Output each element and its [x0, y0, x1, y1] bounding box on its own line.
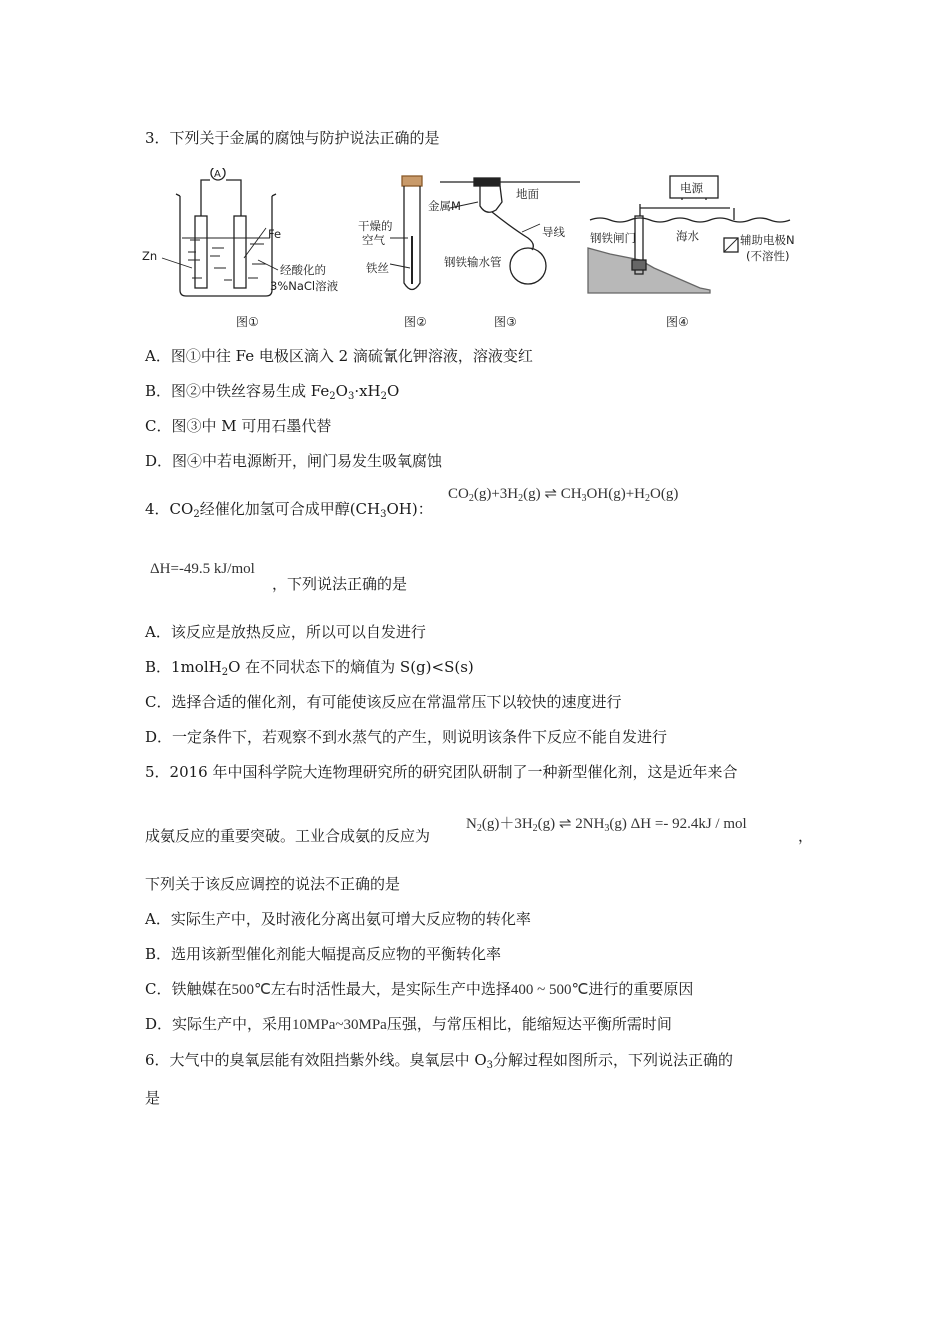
q5-comma: ，	[798, 827, 814, 845]
q5-stem-3: 下列关于该反应调控的说法不正确的是	[145, 875, 401, 893]
fig1-caption: 图①	[236, 315, 259, 329]
q5-equation: $N_2(g)+3H_2(g)$ ⇌ $2NH_3(g) \Delta H =- 92.4kJ$ / mol	[466, 816, 747, 834]
fig3-caption: 图③	[494, 315, 517, 329]
q4-enthalpy: ΔH=-49.5 kJ/mol	[150, 561, 255, 577]
fig4-caption: 图④	[666, 315, 689, 329]
q4-option-d: D．一定条件下，若观察不到水蒸气的产生，则说明该条件下反应不能自发进行	[145, 728, 668, 746]
q5-option-a: A．实际生产中，及时液化分离出氨可增大反应物的转化率	[145, 910, 531, 928]
q5-option-b: B．选用该新型催化剂能大幅提高反应物的平衡转化率	[145, 945, 502, 963]
fig2-test-tube	[390, 176, 422, 290]
zn-label: Zn	[142, 249, 158, 263]
ground-label: 地面	[516, 187, 539, 201]
solution-label-1: 经酸化的	[280, 263, 326, 277]
q6-stem-1: 6．大气中的臭氧层能有效阻挡紫外线。臭氧层中 $O_3$分解过程如图所示，下列说法正确的	[145, 1051, 734, 1071]
iron-wire-label: 铁丝	[366, 261, 389, 275]
q5-option-d: D．实际生产中，采用10MPa~30MPa压强，与常压相比，能缩短达平衡所需时间	[145, 1015, 672, 1033]
fig1-beaker	[162, 168, 278, 296]
seawater-label: 海水	[676, 229, 699, 243]
q5-option-c: C．铁触媒在500℃左右时活性最大，是实际生产中选择400 ~ 500℃进行的重要原因	[145, 980, 694, 998]
q4-option-c: C．选择合适的催化剂，有可能使该反应在常温常压下以较快的速度进行	[145, 693, 622, 711]
q4-equation: $CO_2(g)+3H_2(g)$ ⇌ $CH_3OH(g)+H_2O(g)$	[448, 486, 679, 504]
corrosion-figures	[140, 168, 810, 333]
q4-stem: 4．$CO_2$经催化加氢可合成甲醇$(CH_3OH)$：	[145, 500, 433, 520]
q6-stem-2: 是	[145, 1089, 161, 1107]
metal-m-label: 金属M	[428, 199, 461, 213]
q4-option-b: B．1molH$_2$O 在不同状态下的熵值为 S(g)<S(s)	[145, 658, 474, 678]
q4-option-a: A．该反应是放热反应，所以可以自发进行	[145, 623, 426, 641]
dry-air-label-2: 空气	[362, 233, 385, 247]
dry-air-label-1: 干燥的	[358, 219, 393, 233]
electrode-label-2: (不溶性)	[746, 249, 790, 263]
solution-label-2: 3%NaCl溶液	[270, 279, 339, 293]
ammeter-label: A	[214, 169, 221, 180]
q3-option-a: A．图①中往 Fe 电极区滴入 2 滴硫氰化钾溶液，溶液变红	[145, 347, 533, 365]
electrode-label-1: 辅助电极N	[740, 233, 795, 247]
wire-label: 导线	[542, 225, 565, 239]
q3-option-d: D．图④中若电源断开，闸门易发生吸氧腐蚀	[145, 452, 443, 470]
fe-label: Fe	[268, 227, 282, 241]
q3-stem: 3．下列关于金属的腐蚀与防护说法正确的是	[145, 129, 440, 147]
q4-stem-tail: ，下列说法正确的是	[272, 575, 408, 593]
power-label: 电源	[680, 181, 703, 195]
q3-option-c: C．图③中 M 可用石墨代替	[145, 417, 332, 435]
fig2-caption: 图②	[404, 315, 427, 329]
gate-label: 钢铁闸门	[590, 231, 636, 245]
q5-stem-2: 成氨反应的重要突破。工业合成氨的反应为	[145, 827, 431, 845]
pipe-label: 钢铁输水管	[444, 255, 502, 269]
q5-stem-1: 5．2016 年中国科学院大连物理研究所的研究团队研制了一种新型催化剂，这是近年来合	[145, 763, 738, 781]
q3-option-b: B．图②中铁丝容易生成 $Fe_2O_3\cdot xH_2O$	[145, 382, 400, 402]
